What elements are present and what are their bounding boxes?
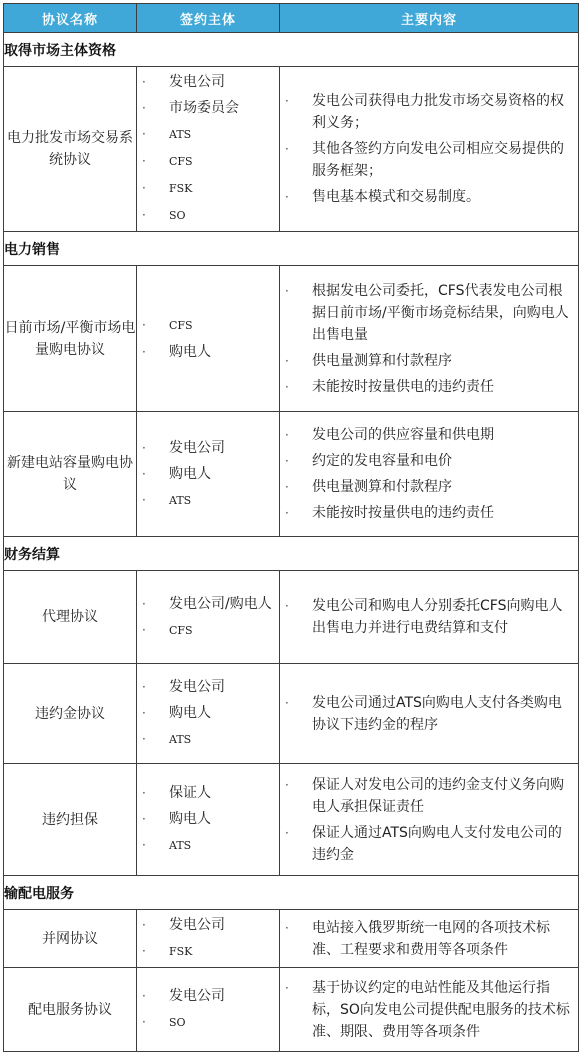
content-item (285, 774, 574, 818)
party-name: ATS (169, 839, 192, 852)
table-row (4, 664, 579, 764)
agreement-name: 日前市场/平衡市场电量购电协议 (4, 266, 137, 412)
party-item (142, 123, 279, 146)
bullet-icon: · (142, 208, 146, 222)
party-name: 保证人 (169, 785, 211, 801)
party-name: CFS (169, 155, 193, 168)
parties-cell (137, 664, 280, 764)
content-cell (280, 764, 579, 876)
content-cell (280, 968, 579, 1052)
content-cell (280, 571, 579, 664)
party-item (142, 782, 279, 804)
party-item (142, 463, 279, 485)
table-row (4, 968, 579, 1052)
content-text: 发电公司和购电人分别委托CFS向购电人出售电力并进行电费结算和支付 (312, 598, 563, 636)
bullet-icon: · (142, 466, 146, 481)
content-item (285, 476, 574, 498)
party-name: 购电人 (169, 705, 211, 721)
bullet-icon: · (142, 786, 146, 800)
bullet-icon: · (285, 428, 289, 442)
section-title: 输配电服务 (4, 876, 579, 910)
bullet-icon: · (142, 440, 146, 455)
party-name: 发电公司/购电人 (169, 595, 272, 612)
content-item (285, 977, 574, 1043)
content-text: 约定的发电容量和电价 (312, 453, 452, 469)
party-item (142, 985, 279, 1007)
content-text: 未能按时按量供电的违约责任 (312, 378, 494, 395)
party-item (142, 204, 279, 227)
party-name: 发电公司 (169, 988, 225, 1004)
party-name: 发电公司 (169, 917, 225, 933)
header-agreement-name: 协议名称 (4, 4, 137, 33)
content-list (280, 424, 578, 524)
party-item (142, 489, 279, 512)
parties-cell (137, 266, 280, 412)
content-cell (280, 266, 579, 412)
content-text: 电站接入俄罗斯统一电网的各项技术标准、工程要求和费用等各项条件 (312, 919, 550, 958)
content-text: 保证人通过ATS向购电人支付发电公司的违约金 (312, 824, 562, 863)
bullet-icon: · (285, 480, 289, 494)
content-cell (280, 910, 579, 968)
party-name: CFS (169, 319, 193, 332)
content-text: 发电公司获得电力批发市场交易资格的权利义务； (312, 93, 564, 131)
content-text: 根据发电公司委托，CFS代表发电公司根据日前市场/平衡市场竞标结果，向购电人出售电量 (312, 282, 569, 343)
party-item (142, 619, 279, 642)
section-row (4, 33, 579, 67)
parties-list (137, 985, 279, 1034)
agreement-name: 新建电站容量购电协议 (4, 412, 137, 537)
content-item (285, 424, 574, 446)
content-item (285, 822, 574, 866)
bullet-icon: · (142, 101, 146, 115)
party-name: FSK (169, 945, 193, 958)
party-name: 购电人 (169, 465, 211, 482)
content-text: 供电量测算和付款程序 (312, 352, 452, 369)
party-name: ATS (169, 733, 192, 746)
content-text: 供电量测算和付款程序 (312, 479, 452, 495)
parties-cell (137, 412, 280, 537)
bullet-icon: · (285, 353, 289, 368)
parties-list (137, 782, 279, 857)
party-name: 市场委员会 (169, 100, 239, 116)
bullet-icon: · (142, 622, 146, 637)
party-item (142, 808, 279, 830)
section-row (4, 232, 579, 266)
parties-cell (137, 67, 280, 232)
party-item (142, 702, 279, 724)
bullet-icon: · (142, 732, 146, 746)
table-row (4, 266, 579, 412)
bullet-icon: · (285, 190, 289, 204)
agreement-name: 配电服务协议 (4, 968, 137, 1052)
parties-cell (137, 910, 280, 968)
bullet-icon: · (285, 142, 289, 156)
table-row (4, 571, 579, 664)
party-item (142, 728, 279, 751)
content-cell (280, 664, 579, 764)
content-list (280, 917, 578, 961)
party-name: SO (169, 1016, 186, 1029)
party-item (142, 940, 279, 963)
bullet-icon: · (142, 492, 146, 507)
bullet-icon: · (142, 1015, 146, 1029)
party-item (142, 97, 279, 119)
content-item (285, 450, 574, 472)
party-item (142, 314, 279, 337)
content-list (280, 692, 578, 736)
party-name: 发电公司 (169, 679, 225, 695)
agreement-name: 违约担保 (4, 764, 137, 876)
content-text: 发电公司通过ATS向购电人支付各类购电协议下违约金的程序 (312, 694, 562, 733)
agreement-name: 并网协议 (4, 910, 137, 968)
bullet-icon: · (285, 777, 289, 792)
bullet-icon: · (142, 918, 146, 932)
parties-cell (137, 571, 280, 664)
table-body (4, 33, 579, 1052)
content-text: 发电公司的供应容量和供电期 (312, 427, 494, 443)
content-list (280, 595, 578, 639)
bullet-icon: · (285, 695, 289, 710)
content-item (285, 692, 574, 736)
content-item (285, 595, 574, 639)
bullet-icon: · (285, 825, 289, 840)
parties-cell (137, 968, 280, 1052)
content-text: 未能按时按量供电的违约责任 (312, 505, 494, 521)
agreement-name: 电力批发市场交易系统协议 (4, 67, 137, 232)
section-title: 电力销售 (4, 232, 579, 266)
party-item (142, 150, 279, 173)
party-item (142, 676, 279, 698)
party-item (142, 1011, 279, 1034)
parties-list (137, 314, 279, 363)
bullet-icon: · (142, 318, 146, 332)
header-parties: 签约主体 (137, 4, 280, 33)
content-text: 基于协议约定的电站性能及其他运行指标，SO向发电公司提供配电服务的技术标准、期限、费用等各项条件 (312, 979, 570, 1040)
bullet-icon: · (142, 838, 146, 852)
party-name: ATS (169, 128, 192, 141)
section-row (4, 537, 579, 571)
agreement-name: 代理协议 (4, 571, 137, 664)
content-item (285, 280, 574, 346)
table-row (4, 910, 579, 968)
bullet-icon: · (142, 75, 146, 89)
content-text: 售电基本模式和交易制度。 (312, 189, 480, 205)
bullet-icon: · (142, 181, 146, 195)
party-name: ATS (169, 493, 192, 507)
party-name: 发电公司 (169, 74, 225, 90)
parties-list (137, 437, 279, 512)
bullet-icon: · (285, 920, 289, 935)
bullet-icon: · (142, 706, 146, 720)
party-item (142, 914, 279, 936)
party-name: 购电人 (169, 811, 211, 827)
agreements-table (3, 3, 579, 1052)
bullet-icon: · (285, 454, 289, 468)
party-item (142, 834, 279, 857)
section-title: 财务结算 (4, 537, 579, 571)
bullet-icon: · (142, 127, 146, 141)
bullet-icon: · (142, 989, 146, 1003)
section-title: 取得市场主体资格 (4, 33, 579, 67)
content-list (280, 774, 578, 866)
content-cell (280, 67, 579, 232)
content-list (280, 280, 578, 398)
content-item (285, 350, 574, 372)
content-item (285, 138, 574, 182)
content-text: 其他各签约方向发电公司相应交易提供的服务框架； (312, 141, 564, 179)
bullet-icon: · (142, 596, 146, 611)
party-name: SO (169, 209, 186, 222)
bullet-icon: · (285, 506, 289, 520)
party-item (142, 593, 279, 615)
content-item (285, 917, 574, 961)
content-item (285, 90, 574, 134)
content-list (280, 977, 578, 1043)
bullet-icon: · (285, 379, 289, 394)
party-item (142, 71, 279, 93)
agreement-name: 违约金协议 (4, 664, 137, 764)
party-item (142, 437, 279, 459)
parties-list (137, 914, 279, 963)
content-item (285, 376, 574, 398)
bullet-icon: · (285, 283, 289, 298)
party-item (142, 177, 279, 200)
header-main-content: 主要内容 (280, 4, 579, 33)
content-item (285, 502, 574, 524)
table-row (4, 412, 579, 537)
content-cell (280, 412, 579, 537)
party-name: 购电人 (169, 344, 211, 360)
bullet-icon: · (285, 599, 289, 613)
parties-list (137, 676, 279, 751)
party-item (142, 341, 279, 363)
bullet-icon: · (142, 812, 146, 826)
parties-list (137, 593, 279, 642)
party-name: FSK (169, 182, 193, 195)
bullet-icon: · (285, 94, 289, 108)
bullet-icon: · (142, 680, 146, 694)
bullet-icon: · (285, 980, 289, 995)
bullet-icon: · (142, 944, 146, 958)
parties-cell (137, 764, 280, 876)
header-row (4, 4, 579, 33)
content-list (280, 90, 578, 208)
parties-list (137, 71, 279, 227)
content-item (285, 186, 574, 208)
content-text: 保证人对发电公司的违约金支付义务向购电人承担保证责任 (312, 776, 564, 815)
table-row (4, 67, 579, 232)
table-row (4, 764, 579, 876)
bullet-icon: · (142, 154, 146, 168)
bullet-icon: · (142, 345, 146, 359)
section-row (4, 876, 579, 910)
party-name: CFS (169, 623, 193, 637)
party-name: 发电公司 (169, 439, 225, 456)
